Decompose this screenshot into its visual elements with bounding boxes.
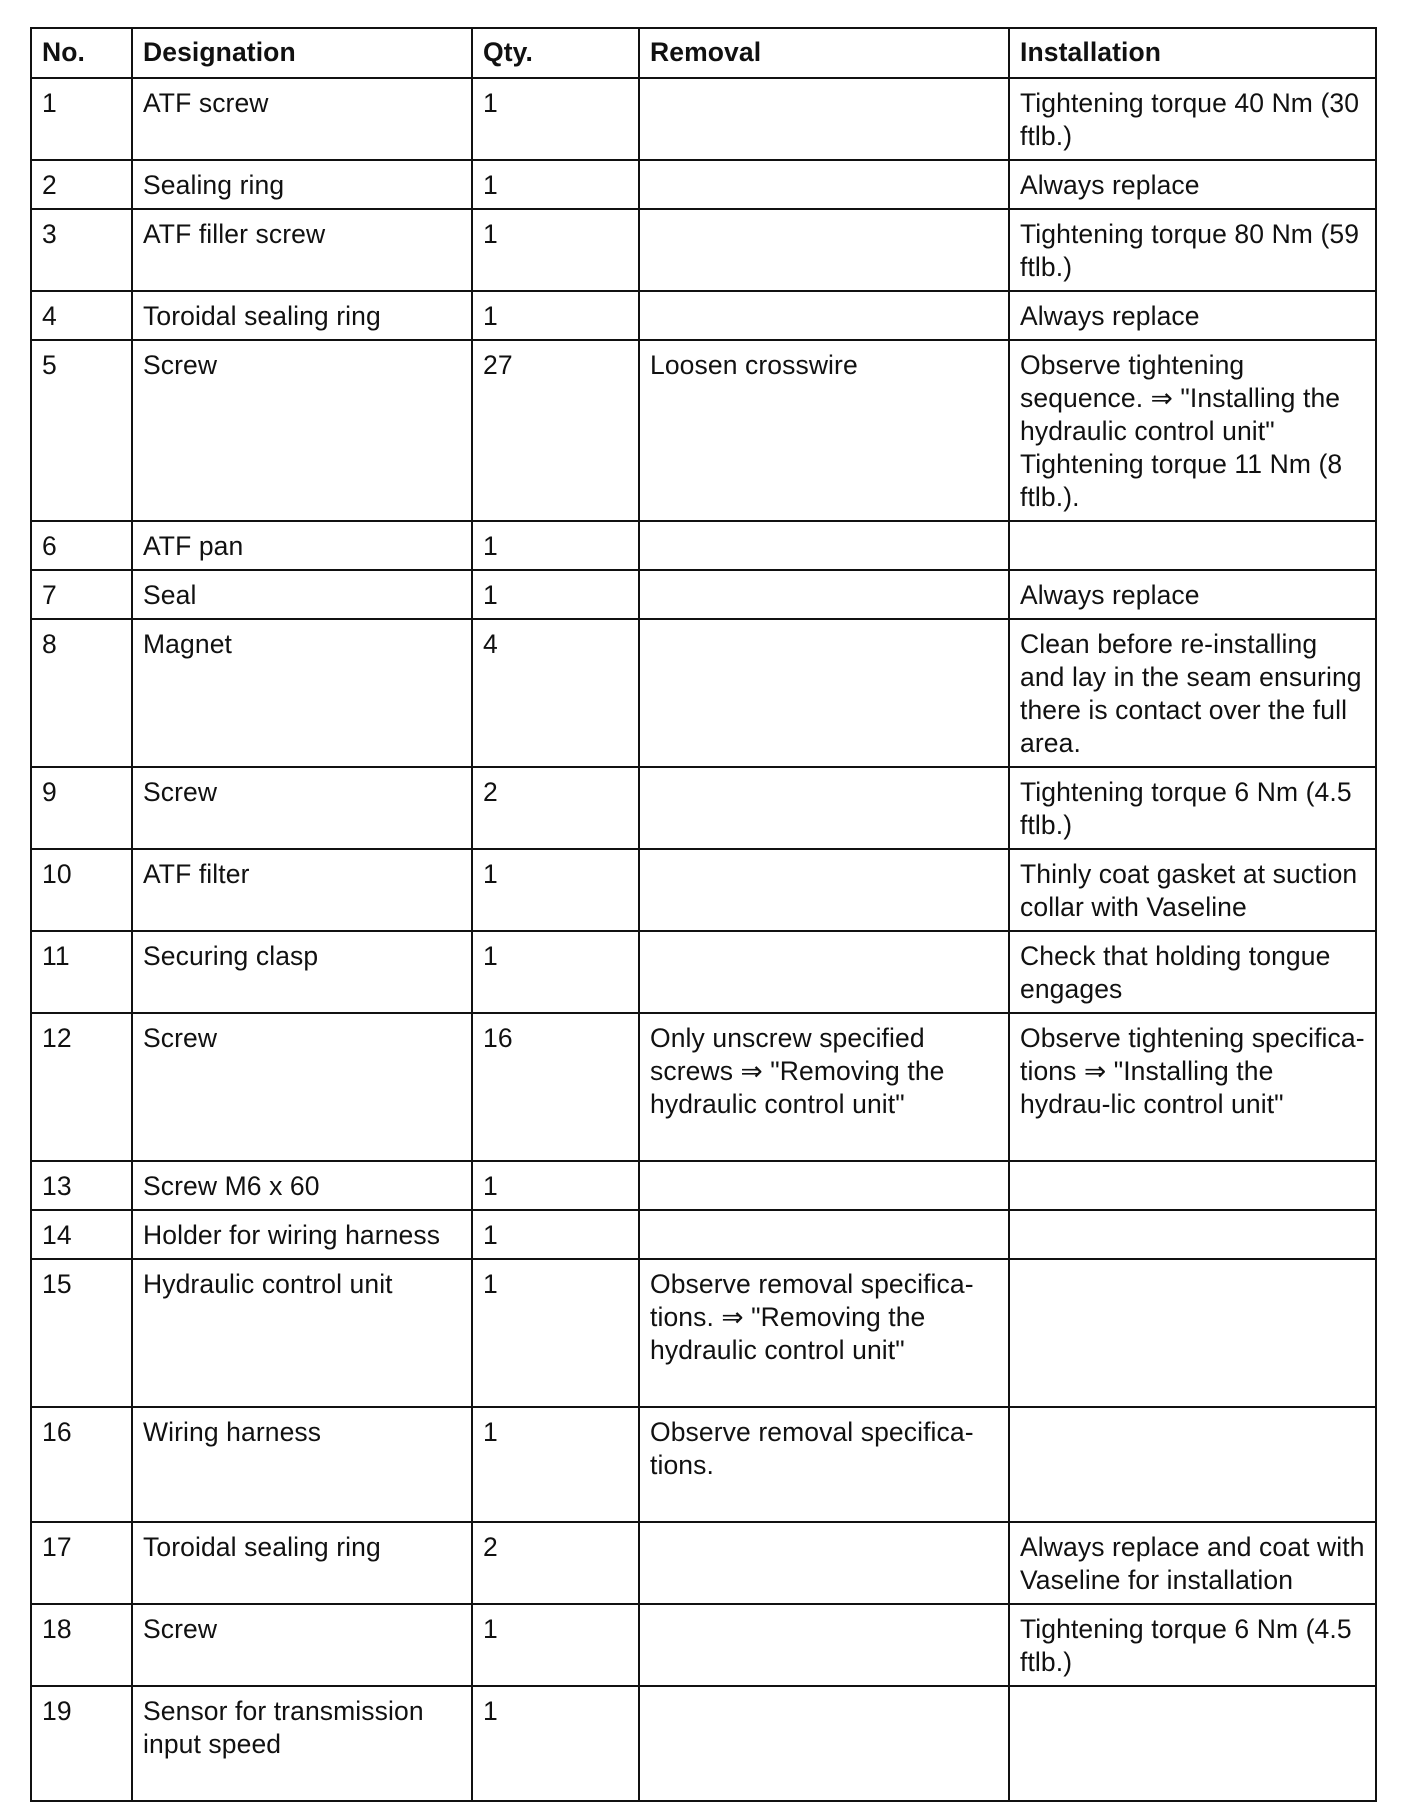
cell-installation xyxy=(1009,521,1376,570)
cell-qty: 1 xyxy=(472,1161,639,1210)
cell-designation: Hydraulic control unit xyxy=(132,1259,472,1407)
cell-designation: Screw xyxy=(132,1013,472,1161)
cell-installation: Tightening torque 6 Nm (4.5 ftlb.) xyxy=(1009,767,1376,849)
cell-installation: Thinly coat gasket at suction collar with Vaseline xyxy=(1009,849,1376,931)
cell-no: 17 xyxy=(31,1522,132,1604)
cell-installation: Tightening torque 40 Nm (30 ftlb.) xyxy=(1009,78,1376,160)
cell-no: 7 xyxy=(31,570,132,619)
cell-installation: Observe tightening specifica-tions ⇒ "Installing the hydrau-lic control unit" xyxy=(1009,1013,1376,1161)
cell-designation: Securing clasp xyxy=(132,931,472,1013)
cell-qty: 2 xyxy=(472,767,639,849)
table-row xyxy=(31,570,1376,619)
table-row xyxy=(31,209,1376,291)
cell-removal xyxy=(639,160,1009,209)
cell-designation: Sensor for transmission input speed xyxy=(132,1686,472,1801)
parts-table xyxy=(30,27,1377,1802)
cell-installation: Tightening torque 6 Nm (4.5 ftlb.) xyxy=(1009,1604,1376,1686)
header-installation: Installation xyxy=(1009,28,1376,78)
cell-removal xyxy=(639,931,1009,1013)
cell-designation: Screw M6 x 60 xyxy=(132,1161,472,1210)
cell-designation: Magnet xyxy=(132,619,472,767)
table-row xyxy=(31,1522,1376,1604)
table-row xyxy=(31,1161,1376,1210)
cell-removal xyxy=(639,209,1009,291)
cell-no: 13 xyxy=(31,1161,132,1210)
table-row xyxy=(31,619,1376,767)
parts-table-sheet xyxy=(30,27,1375,1802)
cell-removal xyxy=(639,767,1009,849)
cell-designation: ATF filter xyxy=(132,849,472,931)
cell-removal: Observe removal specifica-tions. ⇒ "Removing the hydraulic control unit" xyxy=(639,1259,1009,1407)
cell-designation: ATF pan xyxy=(132,521,472,570)
cell-qty: 27 xyxy=(472,340,639,521)
cell-no: 16 xyxy=(31,1407,132,1522)
cell-no: 2 xyxy=(31,160,132,209)
cell-removal xyxy=(639,78,1009,160)
table-row xyxy=(31,931,1376,1013)
cell-installation: Always replace xyxy=(1009,160,1376,209)
cell-qty: 1 xyxy=(472,1210,639,1259)
cell-removal: Loosen crosswire xyxy=(639,340,1009,521)
cell-designation: Screw xyxy=(132,340,472,521)
table-row xyxy=(31,1407,1376,1522)
cell-qty: 1 xyxy=(472,931,639,1013)
cell-no: 4 xyxy=(31,291,132,340)
cell-installation: Observe tightening sequence. ⇒ "Installing the hydraulic control unit" Tightening torque 11 Nm (8 ftlb.). xyxy=(1009,340,1376,521)
cell-installation: Always replace and coat with Vaseline for installation xyxy=(1009,1522,1376,1604)
cell-no: 1 xyxy=(31,78,132,160)
cell-designation: ATF filler screw xyxy=(132,209,472,291)
cell-qty: 1 xyxy=(472,209,639,291)
table-row xyxy=(31,160,1376,209)
cell-removal xyxy=(639,521,1009,570)
cell-qty: 1 xyxy=(472,160,639,209)
table-row xyxy=(31,521,1376,570)
cell-no: 5 xyxy=(31,340,132,521)
cell-qty: 4 xyxy=(472,619,639,767)
header-no: No. xyxy=(31,28,132,78)
cell-removal xyxy=(639,291,1009,340)
cell-installation: Check that holding tongue engages xyxy=(1009,931,1376,1013)
cell-no: 8 xyxy=(31,619,132,767)
table-row xyxy=(31,1210,1376,1259)
cell-no: 9 xyxy=(31,767,132,849)
cell-no: 12 xyxy=(31,1013,132,1161)
header-designation: Designation xyxy=(132,28,472,78)
cell-installation: Clean before re-installing and lay in the seam ensuring there is contact over the full area. xyxy=(1009,619,1376,767)
cell-removal: Only unscrew specified screws ⇒ "Removing the hydraulic control unit" xyxy=(639,1013,1009,1161)
cell-removal: Observe removal specifica-tions. xyxy=(639,1407,1009,1522)
table-row xyxy=(31,1259,1376,1407)
header-removal: Removal xyxy=(639,28,1009,78)
cell-qty: 1 xyxy=(472,1686,639,1801)
cell-designation: Seal xyxy=(132,570,472,619)
cell-qty: 16 xyxy=(472,1013,639,1161)
cell-designation: ATF screw xyxy=(132,78,472,160)
cell-designation: Wiring harness xyxy=(132,1407,472,1522)
cell-removal xyxy=(639,1686,1009,1801)
cell-qty: 1 xyxy=(472,78,639,160)
cell-no: 10 xyxy=(31,849,132,931)
table-row xyxy=(31,1604,1376,1686)
cell-designation: Toroidal sealing ring xyxy=(132,1522,472,1604)
cell-installation: Tightening torque 80 Nm (59 ftlb.) xyxy=(1009,209,1376,291)
cell-qty: 1 xyxy=(472,1604,639,1686)
header-row xyxy=(31,28,1376,78)
cell-removal xyxy=(639,570,1009,619)
cell-qty: 2 xyxy=(472,1522,639,1604)
cell-no: 14 xyxy=(31,1210,132,1259)
cell-installation xyxy=(1009,1407,1376,1522)
table-body xyxy=(31,78,1376,1801)
cell-qty: 1 xyxy=(472,1407,639,1522)
cell-no: 11 xyxy=(31,931,132,1013)
table-row xyxy=(31,849,1376,931)
cell-removal xyxy=(639,1161,1009,1210)
table-row xyxy=(31,1013,1376,1161)
cell-designation: Screw xyxy=(132,1604,472,1686)
cell-removal xyxy=(639,619,1009,767)
cell-qty: 1 xyxy=(472,291,639,340)
cell-qty: 1 xyxy=(472,521,639,570)
cell-no: 6 xyxy=(31,521,132,570)
header-qty: Qty. xyxy=(472,28,639,78)
table-row xyxy=(31,340,1376,521)
cell-installation xyxy=(1009,1686,1376,1801)
table-row xyxy=(31,78,1376,160)
cell-installation: Always replace xyxy=(1009,291,1376,340)
table-row xyxy=(31,291,1376,340)
cell-designation: Toroidal sealing ring xyxy=(132,291,472,340)
cell-removal xyxy=(639,1604,1009,1686)
cell-qty: 1 xyxy=(472,849,639,931)
cell-no: 18 xyxy=(31,1604,132,1686)
cell-installation xyxy=(1009,1161,1376,1210)
cell-designation: Screw xyxy=(132,767,472,849)
cell-removal xyxy=(639,1210,1009,1259)
cell-installation: Always replace xyxy=(1009,570,1376,619)
cell-no: 3 xyxy=(31,209,132,291)
cell-removal xyxy=(639,849,1009,931)
cell-removal xyxy=(639,1522,1009,1604)
cell-qty: 1 xyxy=(472,1259,639,1407)
cell-designation: Sealing ring xyxy=(132,160,472,209)
cell-no: 19 xyxy=(31,1686,132,1801)
table-row xyxy=(31,767,1376,849)
cell-installation xyxy=(1009,1210,1376,1259)
table-row xyxy=(31,1686,1376,1801)
cell-no: 15 xyxy=(31,1259,132,1407)
cell-qty: 1 xyxy=(472,570,639,619)
cell-designation: Holder for wiring harness xyxy=(132,1210,472,1259)
cell-installation xyxy=(1009,1259,1376,1407)
